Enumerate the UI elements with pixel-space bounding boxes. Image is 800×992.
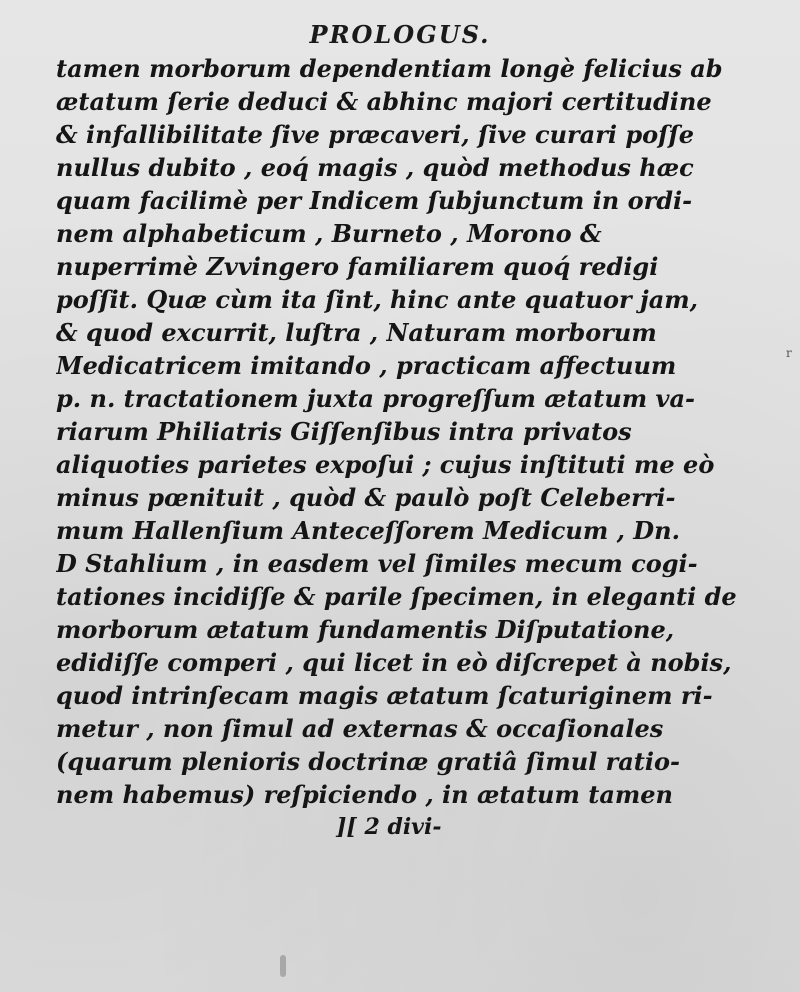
text-line: mum Hallenſium Anteceſſorem Medicum , Dn. <box>56 516 680 545</box>
text-line: nullus dubito , eoq́ magis , quòd methodus hæc <box>56 153 694 182</box>
text-line: ætatum ſerie deduci & abhinc majori certitudine <box>56 87 712 116</box>
text-line: p. n. tractationem juxta progreſſum ætatum va- <box>56 384 696 413</box>
text-line: tationes incidiſſe & parile ſpecimen, in eleganti de <box>56 582 737 611</box>
text-line: nem habemus) reſpiciendo , in ætatum tamen <box>56 780 673 809</box>
text-line: morborum ætatum fundamentis Diſputatione, <box>56 615 675 644</box>
text-line: D Stahlium , in easdem vel ſimiles mecum cogi- <box>56 549 698 578</box>
text-line: quod intrinſecam magis ætatum ſcaturiginem ri- <box>56 681 713 710</box>
text-line: & quod excurrit, luſtra , Naturam morborum <box>56 318 657 347</box>
text-line: riarum Philiatris Giſſenſibus intra privatos <box>56 417 632 446</box>
text-line: poſſit. Quæ cùm ita ſint, hinc ante quatuor jam, <box>56 285 699 314</box>
body-text <box>56 52 746 844</box>
text-line: nem alphabeticum , Burneto , Morono & <box>56 219 602 248</box>
margin-mark: r <box>786 346 792 360</box>
text-line: (quarum plenioris doctrinæ gratiâ ſimul ratio- <box>56 747 680 776</box>
text-line: edidiſſe comperi , qui licet in eò diſcrepet à nobis, <box>56 648 732 677</box>
text-line: Medicatricem imitando , practicam affectuum <box>56 351 677 380</box>
text-line: tamen morborum dependentiam longè felicius ab <box>56 54 723 83</box>
text-line: metur , non ſimul ad externas & occaſionales <box>56 714 664 743</box>
text-line: aliquoties parietes expoſui ; cujus inſtituti me eò <box>56 450 715 479</box>
signature-catchword: ][ 2 divi- <box>336 814 442 840</box>
text-line: nuperrimè Zvvingero familiarem quoq́ redigi <box>56 252 659 281</box>
text-line: minus pœnituit , quòd & paulò poſt Celeberri- <box>56 483 676 512</box>
text-line: quam facilimè per Indicem ſubjunctum in ordi- <box>56 186 693 215</box>
running-header: PROLOGUS. <box>309 20 491 49</box>
ink-smudge <box>280 955 286 977</box>
text-line: & infallibilitate ſive præcaveri, ſive curari poſſe <box>56 120 695 149</box>
